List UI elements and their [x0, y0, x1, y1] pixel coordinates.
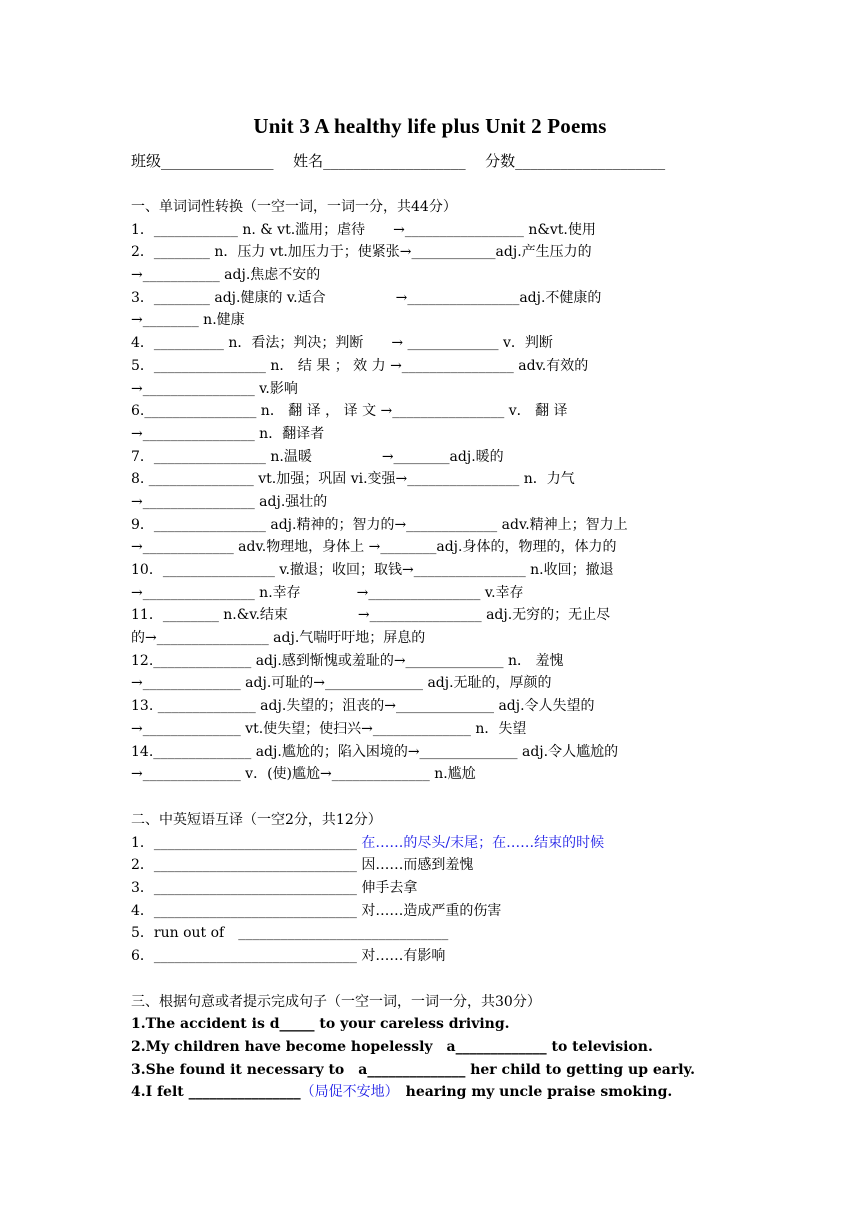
phrase-prompt: 对……有影响: [356, 948, 446, 964]
word-conversion-line[interactable]: 12.______________ adj.感到惭愧或羞耻的→______________ n． 羞愧: [131, 652, 564, 669]
section2-heading: 二、中英短语互译（一空2分，共12分）: [131, 811, 382, 828]
word-conversion-line[interactable]: →______________ vt.使失望；使扫兴→______________ n．失望: [131, 720, 527, 737]
word-conversion-line[interactable]: 6.________________ n． 翻 译 ， 译 文 →________________ v． 翻 译: [131, 403, 568, 420]
word-conversion-line[interactable]: →_____________ adv.物理地，身体上 →________adj.身体的，物理的，体力的: [131, 539, 617, 556]
word-conversion-line[interactable]: 13. ______________ adj.失望的；沮丧的→______________ adj.令人失望的: [131, 698, 595, 715]
sentence-item[interactable]: [131, 1036, 731, 1059]
sentence-item[interactable]: [131, 1013, 731, 1036]
word-conversion-line[interactable]: 的→________________ adj.气喘吁吁地；屏息的: [131, 630, 426, 647]
phrase-item[interactable]: [131, 832, 731, 855]
phrase-prompt: 伸手去拿: [356, 879, 418, 896]
phrase-answer-blank[interactable]: 3．_____________________________: [131, 879, 357, 896]
student-info-row: [131, 150, 665, 171]
worksheet-content: [131, 196, 731, 1104]
word-conversion-line[interactable]: 11．________ n.&v.结束 →________________ adj.无穷的；无止尽: [131, 607, 611, 624]
sentence-text: 2.My children have become hopelessly a_____________ to television.: [131, 1039, 653, 1056]
phrase-prompt: 在……的尽头/末尾；在……结束的时候: [356, 834, 605, 851]
phrase-answer-blank[interactable]: 6．_____________________________: [131, 948, 357, 964]
section1-heading: 一、单词词性转换（一空一词，一词一分，共44分）: [131, 199, 457, 215]
phrase-answer-blank[interactable]: 4．_____________________________: [131, 902, 357, 919]
phrase-item[interactable]: [131, 945, 731, 968]
word-conversion-line[interactable]: 2．________ n．压力 vt.加压力于；使紧张→____________adj.产生压力的: [131, 244, 592, 261]
word-conversion-line[interactable]: 14.______________ adj.尴尬的；陷入困境的→______________ adj.令人尴尬的: [131, 743, 619, 760]
section2-items: [131, 832, 731, 968]
phrase-answer-blank[interactable]: 1．_____________________________: [131, 834, 357, 851]
phrase-item[interactable]: [131, 854, 731, 877]
phrase-answer-blank[interactable]: 2．_____________________________: [131, 857, 357, 874]
word-conversion-line[interactable]: 8. _______________ vt.加强；巩固 vi.变强→________________ n．力气: [131, 471, 575, 488]
word-conversion-line[interactable]: →________________ adj.强壮的: [131, 493, 328, 510]
phrase-item[interactable]: [131, 900, 731, 923]
section3-sentences: [131, 1013, 731, 1104]
word-conversion-line[interactable]: →______________ adj.可耻的→______________ adj.无耻的，厚颜的: [131, 675, 552, 692]
score-field[interactable]: 分数____________________: [485, 152, 666, 170]
word-conversion-line[interactable]: →________________ n．翻译者: [131, 425, 325, 442]
phrase-item[interactable]: [131, 922, 731, 945]
word-conversion-line[interactable]: →________________ n.幸存 →________________ v.幸存: [131, 584, 524, 601]
phrase-prompt: 因……而感到羞愧: [356, 857, 474, 874]
class-field[interactable]: 班级_______________: [131, 152, 274, 170]
word-conversion-line[interactable]: 3．________ adj.健康的 v.适合 →________________adj.不健康的: [131, 289, 602, 306]
sentence-text: 3.She found it necessary to a______________ her child to getting up early.: [131, 1061, 695, 1078]
word-conversion-line[interactable]: 10．________________ v.撤退；收回；取钱→________________ n.收回；撤退: [131, 562, 614, 578]
word-conversion-line[interactable]: 4．__________ n．看法；判决；判断 → _____________ v．判断: [131, 335, 553, 352]
word-conversion-line[interactable]: 9．________________ adj.精神的；智力的→_____________ adv.精神上；智力上: [131, 516, 628, 533]
section1-lines: [131, 219, 731, 786]
word-conversion-line[interactable]: →___________ adj.焦虑不安的: [131, 267, 321, 284]
phrase-answer-blank[interactable]: 5．run out of ______________________________: [131, 925, 449, 942]
sentence-text: 4.I felt ________________: [131, 1084, 301, 1101]
sentence-text: 1.The accident is d_____ to your careless driving.: [131, 1016, 510, 1033]
sentence-text-end: hearing my uncle praise smoking.: [391, 1084, 673, 1101]
word-conversion-line[interactable]: 1．____________ n. & vt.滥用；虐待 →_________________ n&vt.使用: [131, 221, 596, 238]
word-conversion-line[interactable]: →________________ v.影响: [131, 380, 298, 397]
phrase-item[interactable]: [131, 877, 731, 900]
sentence-item[interactable]: [131, 1059, 731, 1082]
sentence-item[interactable]: [131, 1081, 731, 1104]
section3-heading: 三、根据句意或者提示完成句子（一空一词，一词一分，共30分）: [131, 993, 541, 1010]
word-conversion-line[interactable]: 7．________________ n.温暖 →________adj.暖的: [131, 448, 504, 465]
name-field[interactable]: 姓名___________________: [293, 152, 466, 170]
word-conversion-line[interactable]: 5．________________ n． 结 果 ； 效 力 →________________ adv.有效的: [131, 357, 589, 374]
word-conversion-line[interactable]: →______________ v．(使)尴尬→______________ n.尴尬: [131, 766, 476, 783]
word-conversion-line[interactable]: →________ n.健康: [131, 312, 245, 329]
phrase-prompt: 对……造成严重的伤害: [356, 902, 502, 919]
page-title: Unit 3 A healthy life plus Unit 2 Poems: [253, 114, 607, 138]
sentence-hint: （局促不安地）: [300, 1084, 392, 1101]
